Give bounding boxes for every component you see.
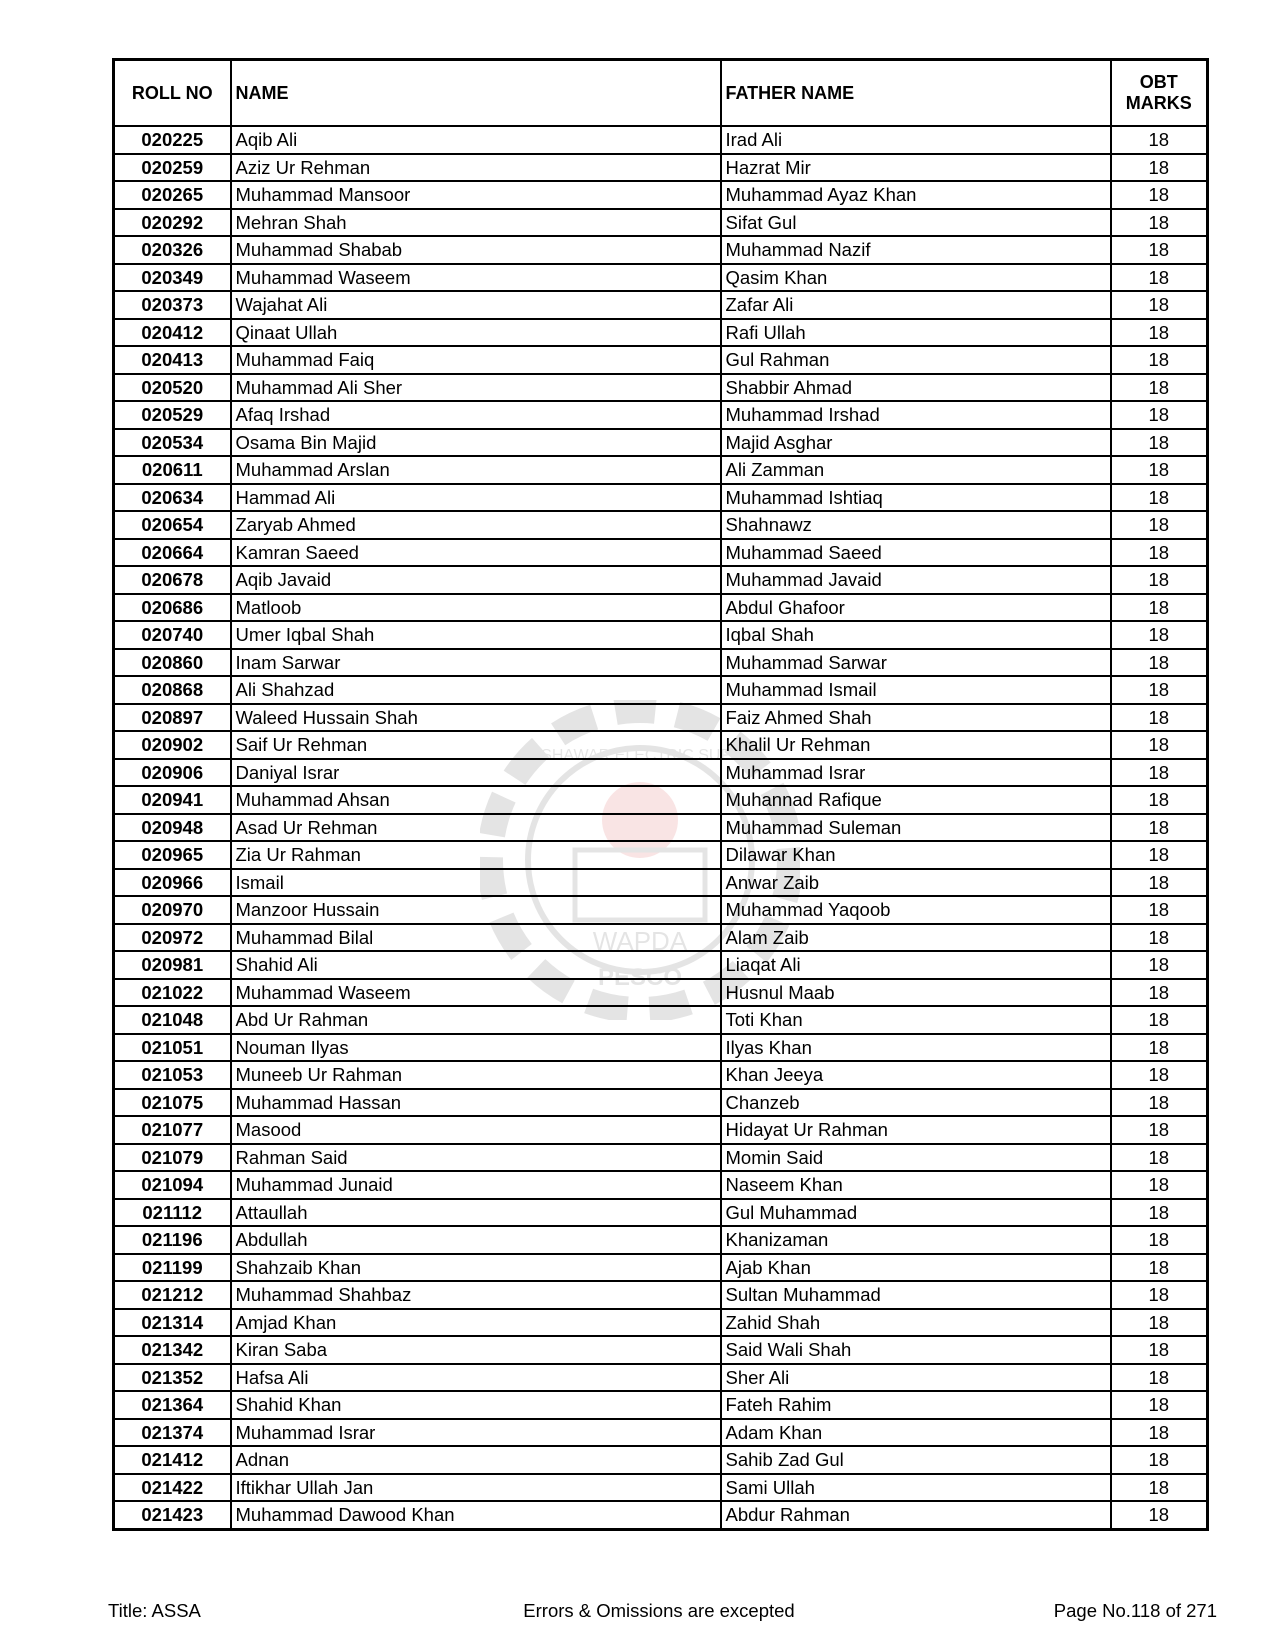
father-name-cell: Hidayat Ur Rahman — [721, 1116, 1111, 1144]
name-cell: Muhammad Shahbaz — [231, 1281, 721, 1309]
marks-cell: 18 — [1111, 1446, 1208, 1474]
father-name-cell: Qasim Khan — [721, 264, 1111, 292]
father-name-cell: Abdur Rahman — [721, 1501, 1111, 1529]
table-row — [114, 181, 1208, 209]
name-cell: Muhammad Ali Sher — [231, 374, 721, 402]
marks-cell: 18 — [1111, 1336, 1208, 1364]
header-obt-marks-line1: OBT — [1139, 72, 1178, 92]
marks-cell: 18 — [1111, 181, 1208, 209]
marks-cell: 18 — [1111, 1116, 1208, 1144]
marks-cell: 18 — [1111, 924, 1208, 952]
footer-notice: Errors & Omissions are excepted — [523, 1600, 795, 1621]
father-name-cell: Muhammad Sarwar — [721, 649, 1111, 677]
roll-no-cell: 020520 — [114, 374, 231, 402]
marks-cell: 18 — [1111, 456, 1208, 484]
header-obt-marks-line2: MARKS — [1125, 93, 1192, 113]
name-cell: Zia Ur Rahman — [231, 841, 721, 869]
header-roll-no: ROLL NO — [114, 60, 231, 127]
father-name-cell: Sultan Muhammad — [721, 1281, 1111, 1309]
father-name-cell: Naseem Khan — [721, 1171, 1111, 1199]
father-name-cell: Muhammad Yaqoob — [721, 896, 1111, 924]
marks-cell: 18 — [1111, 154, 1208, 182]
roll-no-cell: 020972 — [114, 924, 231, 952]
roll-no-cell: 020611 — [114, 456, 231, 484]
roll-no-cell: 020897 — [114, 704, 231, 732]
roll-no-cell: 020349 — [114, 264, 231, 292]
father-name-cell: Chanzeb — [721, 1089, 1111, 1117]
father-name-cell: Toti Khan — [721, 1006, 1111, 1034]
name-cell: Hammad Ali — [231, 484, 721, 512]
header-obt-marks — [1111, 60, 1208, 127]
marks-cell: 18 — [1111, 841, 1208, 869]
header-name: NAME — [231, 60, 721, 127]
marks-cell: 18 — [1111, 1254, 1208, 1282]
roll-no-cell: 020678 — [114, 566, 231, 594]
roll-no-cell: 020373 — [114, 291, 231, 319]
father-name-cell: Zahid Shah — [721, 1309, 1111, 1337]
name-cell: Abdullah — [231, 1226, 721, 1254]
name-cell: Amjad Khan — [231, 1309, 721, 1337]
table-row — [114, 1006, 1208, 1034]
name-cell: Ismail — [231, 869, 721, 897]
table-row — [114, 1309, 1208, 1337]
roll-no-cell: 020981 — [114, 951, 231, 979]
roll-no-cell: 020686 — [114, 594, 231, 622]
marks-cell: 18 — [1111, 429, 1208, 457]
roll-no-cell: 021077 — [114, 1116, 231, 1144]
table-row — [114, 594, 1208, 622]
name-cell: Masood — [231, 1116, 721, 1144]
roll-no-cell: 021422 — [114, 1474, 231, 1502]
marks-cell: 18 — [1111, 869, 1208, 897]
name-cell: Abd Ur Rahman — [231, 1006, 721, 1034]
table-row — [114, 1446, 1208, 1474]
table-row — [114, 484, 1208, 512]
father-name-cell: Muhammad Javaid — [721, 566, 1111, 594]
name-cell: Aqib Ali — [231, 126, 721, 154]
table-row — [114, 1501, 1208, 1529]
table-row — [114, 869, 1208, 897]
roll-no-cell: 021048 — [114, 1006, 231, 1034]
father-name-cell: Sifat Gul — [721, 209, 1111, 237]
table-row — [114, 319, 1208, 347]
marks-cell: 18 — [1111, 566, 1208, 594]
table-row — [114, 814, 1208, 842]
table-row — [114, 291, 1208, 319]
roll-no-cell: 021423 — [114, 1501, 231, 1529]
roll-no-cell: 021075 — [114, 1089, 231, 1117]
watermark-wapda-text: WAPDA — [592, 926, 688, 956]
roll-no-cell: 020941 — [114, 786, 231, 814]
father-name-cell: Zafar Ali — [721, 291, 1111, 319]
father-name-cell: Husnul Maab — [721, 979, 1111, 1007]
name-cell: Attaullah — [231, 1199, 721, 1227]
name-cell: Muhammad Waseem — [231, 264, 721, 292]
name-cell: Muneeb Ur Rahman — [231, 1061, 721, 1089]
roll-no-cell: 020225 — [114, 126, 231, 154]
marks-cell: 18 — [1111, 511, 1208, 539]
name-cell: Saif Ur Rehman — [231, 731, 721, 759]
marks-cell: 18 — [1111, 676, 1208, 704]
name-cell: Mehran Shah — [231, 209, 721, 237]
roll-no-cell: 021364 — [114, 1391, 231, 1419]
roll-no-cell: 020868 — [114, 676, 231, 704]
father-name-cell: Sahib Zad Gul — [721, 1446, 1111, 1474]
table-row — [114, 1116, 1208, 1144]
table-row — [114, 704, 1208, 732]
name-cell: Shahzaib Khan — [231, 1254, 721, 1282]
table-row — [114, 676, 1208, 704]
table-row — [114, 649, 1208, 677]
marks-cell: 18 — [1111, 1281, 1208, 1309]
name-cell: Afaq Irshad — [231, 401, 721, 429]
father-name-cell: Anwar Zaib — [721, 869, 1111, 897]
roll-no-cell: 020412 — [114, 319, 231, 347]
father-name-cell: Ajab Khan — [721, 1254, 1111, 1282]
table-row — [114, 1254, 1208, 1282]
father-name-cell: Liaqat Ali — [721, 951, 1111, 979]
roll-no-cell: 020654 — [114, 511, 231, 539]
marks-cell: 18 — [1111, 1419, 1208, 1447]
roll-no-cell: 020634 — [114, 484, 231, 512]
roll-no-cell: 020948 — [114, 814, 231, 842]
table-row — [114, 566, 1208, 594]
name-cell: Muhammad Bilal — [231, 924, 721, 952]
father-name-cell: Rafi Ullah — [721, 319, 1111, 347]
name-cell: Aziz Ur Rehman — [231, 154, 721, 182]
table-row — [114, 154, 1208, 182]
father-name-cell: Hazrat Mir — [721, 154, 1111, 182]
father-name-cell: Muhammad Israr — [721, 759, 1111, 787]
watermark-pesco-text: PESCO — [597, 964, 683, 991]
roll-no-cell: 021112 — [114, 1199, 231, 1227]
table-row — [114, 401, 1208, 429]
marks-cell: 18 — [1111, 1199, 1208, 1227]
father-name-cell: Muhannad Rafique — [721, 786, 1111, 814]
marks-cell: 18 — [1111, 1171, 1208, 1199]
marks-cell: 18 — [1111, 484, 1208, 512]
marks-cell: 18 — [1111, 539, 1208, 567]
roll-no-cell: 020902 — [114, 731, 231, 759]
marks-cell: 18 — [1111, 374, 1208, 402]
table-row — [114, 621, 1208, 649]
father-name-cell: Shahnawz — [721, 511, 1111, 539]
marks-cell: 18 — [1111, 264, 1208, 292]
name-cell: Asad Ur Rehman — [231, 814, 721, 842]
father-name-cell: Iqbal Shah — [721, 621, 1111, 649]
roll-no-cell: 020740 — [114, 621, 231, 649]
watermark-ring-text: PESHAWAR ELECTRIC SUPPLY — [519, 747, 761, 764]
name-cell: Adnan — [231, 1446, 721, 1474]
marks-cell: 18 — [1111, 319, 1208, 347]
father-name-cell: Khalil Ur Rehman — [721, 731, 1111, 759]
father-name-cell: Sami Ullah — [721, 1474, 1111, 1502]
table-body — [114, 126, 1208, 1529]
name-cell: Muhammad Arslan — [231, 456, 721, 484]
father-name-cell: Muhammad Saeed — [721, 539, 1111, 567]
father-name-cell: Dilawar Khan — [721, 841, 1111, 869]
father-name-cell: Ali Zamman — [721, 456, 1111, 484]
father-name-cell: Abdul Ghafoor — [721, 594, 1111, 622]
roll-no-cell: 020534 — [114, 429, 231, 457]
table-row — [114, 1226, 1208, 1254]
roll-no-cell: 020413 — [114, 346, 231, 374]
father-name-cell: Adam Khan — [721, 1419, 1111, 1447]
father-name-cell: Alam Zaib — [721, 924, 1111, 952]
marks-cell: 18 — [1111, 1006, 1208, 1034]
father-name-cell: Muhammad Ismail — [721, 676, 1111, 704]
father-name-cell: Khanizaman — [721, 1226, 1111, 1254]
father-name-cell: Gul Rahman — [721, 346, 1111, 374]
table-row — [114, 731, 1208, 759]
name-cell: Rahman Said — [231, 1144, 721, 1172]
marks-cell: 18 — [1111, 1144, 1208, 1172]
table-row — [114, 1281, 1208, 1309]
roll-no-cell: 020860 — [114, 649, 231, 677]
header-father-name: FATHER NAME — [721, 60, 1111, 127]
father-name-cell: Muhammad Ayaz Khan — [721, 181, 1111, 209]
table-row — [114, 1474, 1208, 1502]
name-cell: Hafsa Ali — [231, 1364, 721, 1392]
father-name-cell: Gul Muhammad — [721, 1199, 1111, 1227]
father-name-cell: Muhammad Nazif — [721, 236, 1111, 264]
name-cell: Muhammad Hassan — [231, 1089, 721, 1117]
table-row — [114, 1061, 1208, 1089]
roll-no-cell: 021022 — [114, 979, 231, 1007]
marks-cell: 18 — [1111, 704, 1208, 732]
roll-no-cell: 021314 — [114, 1309, 231, 1337]
name-cell: Daniyal Israr — [231, 759, 721, 787]
name-cell: Zaryab Ahmed — [231, 511, 721, 539]
table-row — [114, 1336, 1208, 1364]
footer-page-number: Page No.118 of 271 — [1053, 1600, 1217, 1621]
table-row — [114, 126, 1208, 154]
table-row — [114, 841, 1208, 869]
father-name-cell: Sher Ali — [721, 1364, 1111, 1392]
father-name-cell: Faiz Ahmed Shah — [721, 704, 1111, 732]
father-name-cell: Muhammad Irshad — [721, 401, 1111, 429]
table-row — [114, 429, 1208, 457]
footer-title: Title: ASSA — [108, 1600, 201, 1621]
marks-cell: 18 — [1111, 814, 1208, 842]
name-cell: Muhammad Dawood Khan — [231, 1501, 721, 1529]
marks-cell: 18 — [1111, 621, 1208, 649]
roll-no-cell: 021199 — [114, 1254, 231, 1282]
table-row — [114, 786, 1208, 814]
marks-cell: 18 — [1111, 1061, 1208, 1089]
roll-no-cell: 020292 — [114, 209, 231, 237]
table-row — [114, 979, 1208, 1007]
name-cell: Manzoor Hussain — [231, 896, 721, 924]
roll-no-cell: 020664 — [114, 539, 231, 567]
marks-cell: 18 — [1111, 951, 1208, 979]
table-row — [114, 759, 1208, 787]
name-cell: Nouman Ilyas — [231, 1034, 721, 1062]
name-cell: Muhammad Shabab — [231, 236, 721, 264]
marks-cell: 18 — [1111, 896, 1208, 924]
table-row — [114, 456, 1208, 484]
marks-cell: 18 — [1111, 786, 1208, 814]
name-cell: Iftikhar Ullah Jan — [231, 1474, 721, 1502]
roll-no-cell: 021374 — [114, 1419, 231, 1447]
roll-no-cell: 020965 — [114, 841, 231, 869]
name-cell: Waleed Hussain Shah — [231, 704, 721, 732]
roll-no-cell: 021352 — [114, 1364, 231, 1392]
marks-cell: 18 — [1111, 731, 1208, 759]
father-name-cell: Momin Said — [721, 1144, 1111, 1172]
marks-cell: 18 — [1111, 979, 1208, 1007]
table-row — [114, 511, 1208, 539]
marks-cell: 18 — [1111, 759, 1208, 787]
marks-cell: 18 — [1111, 1309, 1208, 1337]
table-row — [114, 1391, 1208, 1419]
marks-cell: 18 — [1111, 126, 1208, 154]
father-name-cell: Shabbir Ahmad — [721, 374, 1111, 402]
name-cell: Shahid Khan — [231, 1391, 721, 1419]
name-cell: Muhammad Mansoor — [231, 181, 721, 209]
results-table — [112, 58, 1209, 1531]
table-row — [114, 951, 1208, 979]
father-name-cell: Irad Ali — [721, 126, 1111, 154]
name-cell: Ali Shahzad — [231, 676, 721, 704]
roll-no-cell: 021342 — [114, 1336, 231, 1364]
father-name-cell: Fateh Rahim — [721, 1391, 1111, 1419]
marks-cell: 18 — [1111, 209, 1208, 237]
table-row — [114, 1034, 1208, 1062]
marks-cell: 18 — [1111, 236, 1208, 264]
table-row — [114, 264, 1208, 292]
table-row — [114, 1171, 1208, 1199]
marks-cell: 18 — [1111, 1391, 1208, 1419]
marks-cell: 18 — [1111, 1034, 1208, 1062]
roll-no-cell: 021053 — [114, 1061, 231, 1089]
father-name-cell: Muhammad Ishtiaq — [721, 484, 1111, 512]
name-cell: Kamran Saeed — [231, 539, 721, 567]
name-cell: Muhammad Faiq — [231, 346, 721, 374]
table-row — [114, 896, 1208, 924]
table-row — [114, 374, 1208, 402]
roll-no-cell: 021196 — [114, 1226, 231, 1254]
name-cell: Muhammad Waseem — [231, 979, 721, 1007]
name-cell: Osama Bin Majid — [231, 429, 721, 457]
roll-no-cell: 020906 — [114, 759, 231, 787]
roll-no-cell: 020970 — [114, 896, 231, 924]
marks-cell: 18 — [1111, 1474, 1208, 1502]
table-row — [114, 346, 1208, 374]
roll-no-cell: 021412 — [114, 1446, 231, 1474]
table-row — [114, 1144, 1208, 1172]
father-name-cell: Majid Asghar — [721, 429, 1111, 457]
roll-no-cell: 021051 — [114, 1034, 231, 1062]
marks-cell: 18 — [1111, 594, 1208, 622]
table-row — [114, 924, 1208, 952]
name-cell: Wajahat Ali — [231, 291, 721, 319]
marks-cell: 18 — [1111, 291, 1208, 319]
table-row — [114, 1199, 1208, 1227]
marks-cell: 18 — [1111, 1364, 1208, 1392]
table-row — [114, 539, 1208, 567]
roll-no-cell: 020259 — [114, 154, 231, 182]
table-row — [114, 236, 1208, 264]
marks-cell: 18 — [1111, 346, 1208, 374]
name-cell: Aqib Javaid — [231, 566, 721, 594]
name-cell: Muhammad Ahsan — [231, 786, 721, 814]
name-cell: Shahid Ali — [231, 951, 721, 979]
table-header-row — [114, 60, 1208, 127]
roll-no-cell: 021212 — [114, 1281, 231, 1309]
marks-cell: 18 — [1111, 1226, 1208, 1254]
father-name-cell: Muhammad Suleman — [721, 814, 1111, 842]
marks-cell: 18 — [1111, 401, 1208, 429]
roll-no-cell: 021094 — [114, 1171, 231, 1199]
table-row — [114, 1089, 1208, 1117]
name-cell: Qinaat Ullah — [231, 319, 721, 347]
name-cell: Matloob — [231, 594, 721, 622]
table-row — [114, 1364, 1208, 1392]
name-cell: Kiran Saba — [231, 1336, 721, 1364]
roll-no-cell: 020529 — [114, 401, 231, 429]
name-cell: Muhammad Israr — [231, 1419, 721, 1447]
father-name-cell: Ilyas Khan — [721, 1034, 1111, 1062]
roll-no-cell: 020265 — [114, 181, 231, 209]
father-name-cell: Khan Jeeya — [721, 1061, 1111, 1089]
name-cell: Umer Iqbal Shah — [231, 621, 721, 649]
roll-no-cell: 020326 — [114, 236, 231, 264]
table-row — [114, 209, 1208, 237]
roll-no-cell: 021079 — [114, 1144, 231, 1172]
marks-cell: 18 — [1111, 1501, 1208, 1529]
roll-no-cell: 020966 — [114, 869, 231, 897]
name-cell: Muhammad Junaid — [231, 1171, 721, 1199]
father-name-cell: Said Wali Shah — [721, 1336, 1111, 1364]
name-cell: Inam Sarwar — [231, 649, 721, 677]
table-row — [114, 1419, 1208, 1447]
marks-cell: 18 — [1111, 649, 1208, 677]
marks-cell: 18 — [1111, 1089, 1208, 1117]
